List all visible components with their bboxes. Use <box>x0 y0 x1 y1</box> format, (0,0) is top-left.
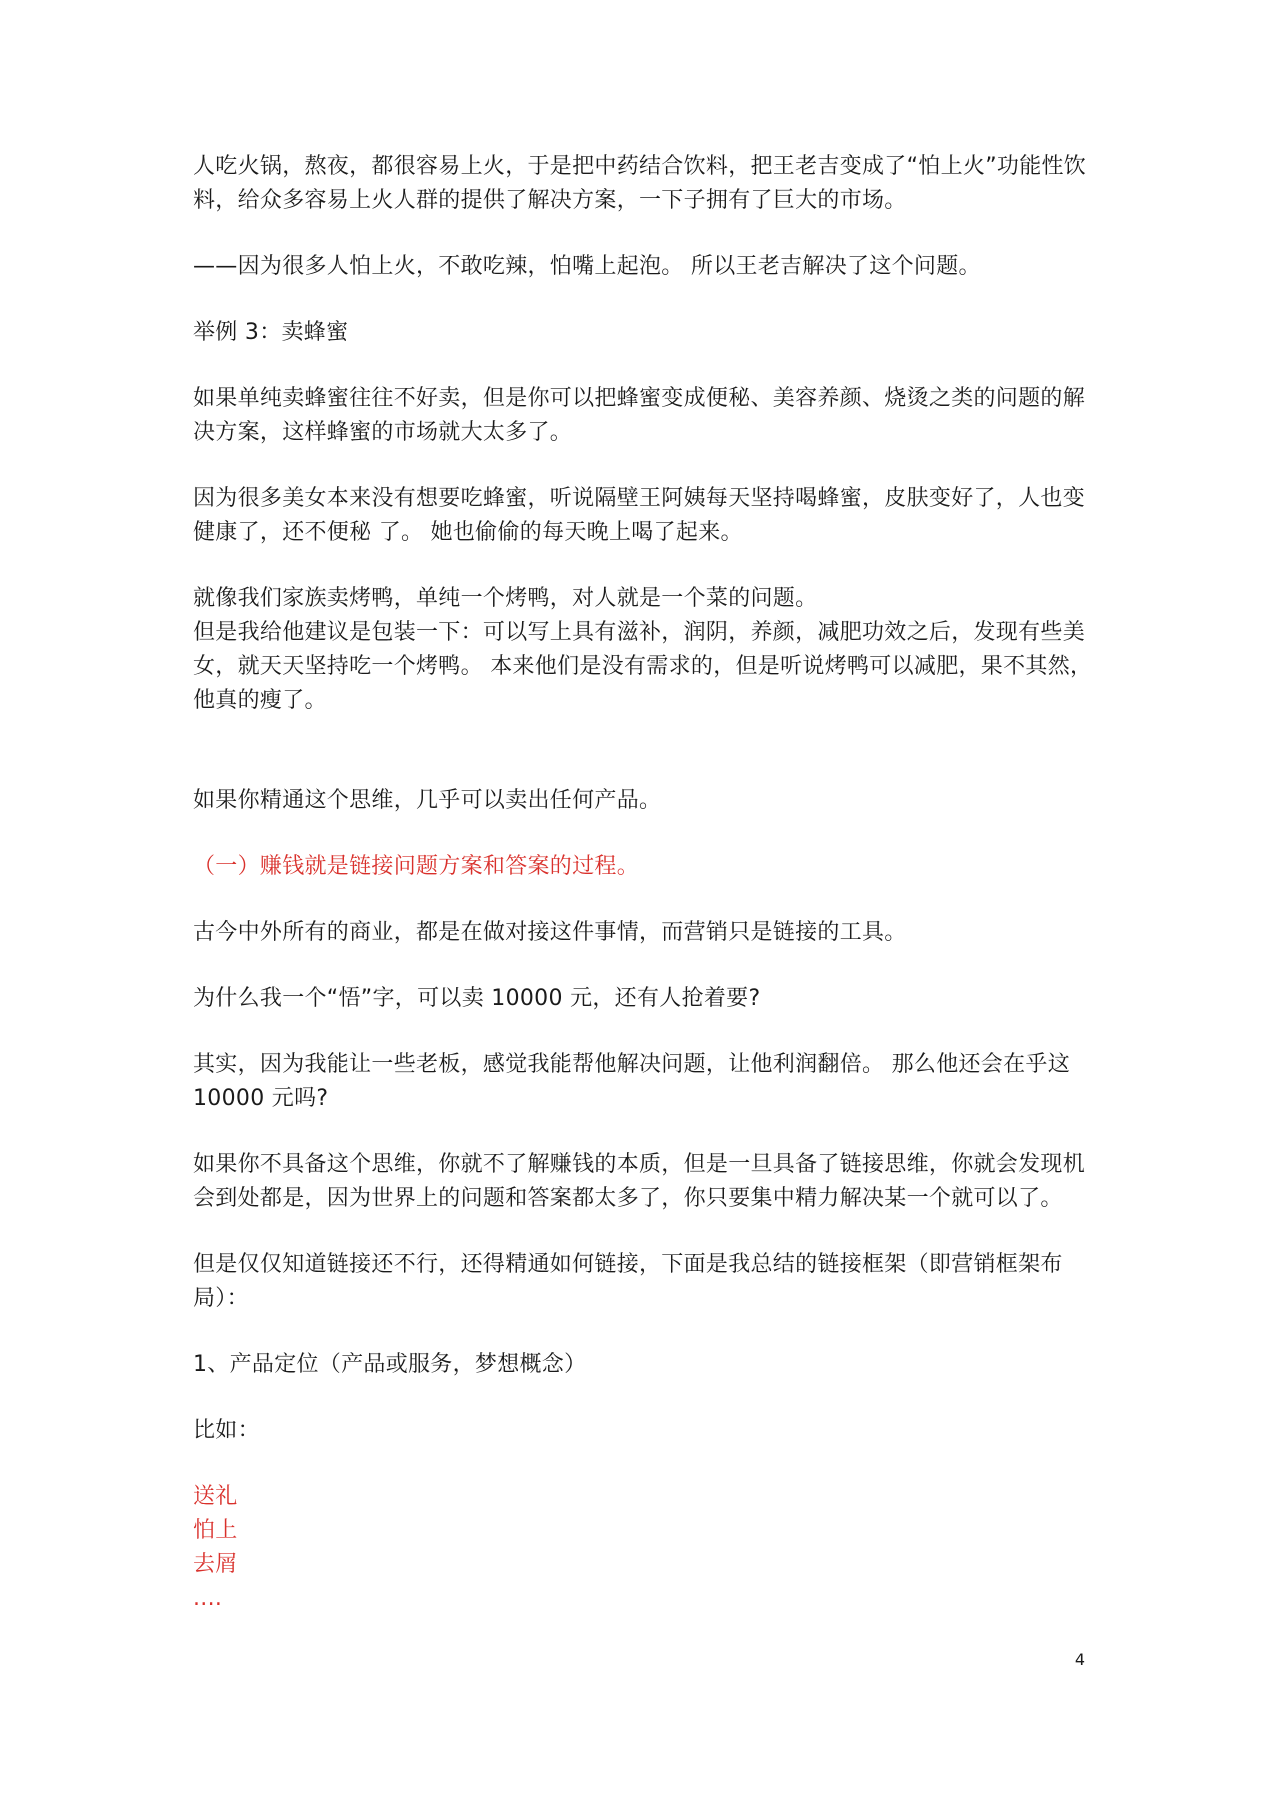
paragraph-roast-duck-advice: 但是我给他建议是包装一下：可以写上具有滋补，润阴，养颜，减肥功效之后，发现有些美女，就天天坚持吃一个烤鸭。 本来他们是没有需求的，但是听说烤鸭可以减肥，果不其然，他真的瘦了。 <box>193 620 1093 713</box>
list-item: .... <box>193 1586 223 1611</box>
paragraph-framework: 但是仅仅知道链接还不行，还得精通如何链接，下面是我总结的链接框架（即营销框架布局）： <box>193 1252 1063 1311</box>
paragraph-wu-character: 为什么我一个“悟”字，可以卖 10000 元，还有人抢着要? <box>193 986 761 1011</box>
paragraph-wanglaoji: 人吃火锅，熬夜，都很容易上火，于是把中药结合饮料，把王老吉变成了“怕上火”功能性饮料，给众多容易上火人群的提供了解决方案，一下子拥有了巨大的市场。 <box>193 154 1087 213</box>
paragraph-roast-duck: 就像我们家族卖烤鸭，单纯一个烤鸭，对人就是一个菜的问题。 <box>193 586 818 611</box>
list-item: 去屑 <box>193 1552 238 1577</box>
paragraph-wanglaoji-reason: ——因为很多人怕上火，不敢吃辣，怕嘴上起泡。 所以王老吉解决了这个问题。 <box>193 254 981 279</box>
list-item: 送礼 <box>193 1484 238 1509</box>
paragraph-boss-value: 其实，因为我能让一些老板，感觉我能帮他解决问题，让他利润翻倍。 那么他还会在乎这 10000 元吗? <box>193 1052 1070 1111</box>
paragraph-commerce: 古今中外所有的商业，都是在做对接这件事情，而营销只是链接的工具。 <box>193 920 907 945</box>
section-heading-linking: （一）赚钱就是链接问题方案和答案的过程。 <box>193 854 640 879</box>
example-keyword-list <box>193 1480 1093 1616</box>
paragraph-linking-mindset: 如果你不具备这个思维，你就不了解赚钱的本质，但是一旦具备了链接思维，你就会发现机会到处都是，因为世界上的问题和答案都太多了，你只要集中精力解决某一个就可以了。 <box>193 1152 1086 1211</box>
page-content <box>193 150 1093 1616</box>
paragraph-honey-story: 因为很多美女本来没有想要吃蜂蜜，听说隔壁王阿姨每天坚持喝蜂蜜，皮肤变好了，人也变健康了，还不便秘 了。 她也偷偷的每天晚上喝了起来。 <box>193 486 1086 545</box>
paragraph-honey: 如果单纯卖蜂蜜往往不好卖，但是你可以把蜂蜜变成便秘、美容养颜、烧烫之类的问题的解决方案，这样蜂蜜的市场就大太多了。 <box>193 386 1086 445</box>
paragraph-mastery: 如果你精通这个思维，几乎可以卖出任何产品。 <box>193 788 662 813</box>
list-item: 怕上 <box>193 1518 238 1543</box>
paragraph-product-positioning: 1、产品定位（产品或服务，梦想概念） <box>193 1352 587 1377</box>
paragraph-for-example: 比如： <box>193 1418 260 1443</box>
example-3-heading: 举例 3：卖蜂蜜 <box>193 320 349 345</box>
page-number: 4 <box>1074 1650 1085 1669</box>
